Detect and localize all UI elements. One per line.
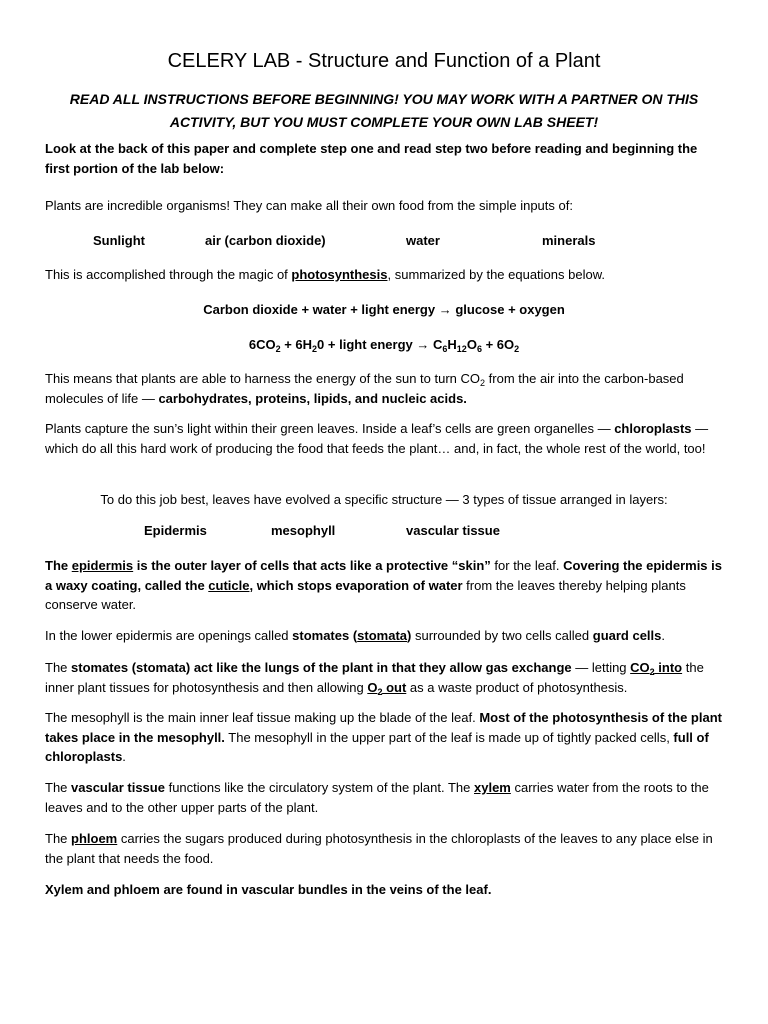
text: The <box>45 780 72 795</box>
text: from the air into the carbon-based molecules of life — <box>45 371 684 406</box>
text: into <box>654 660 683 675</box>
text: , which stops evaporation of water <box>249 577 463 593</box>
inputs-paragraph: Plants are incredible organisms! They can make all their own food from the simple inputs of: <box>45 198 573 213</box>
eq-part: O <box>466 337 477 352</box>
co2-into-term <box>630 660 682 675</box>
text: carries the sugars produced during photosynthesis in the chloroplasts of the leaves to any place else in the plant that needs the food. <box>45 831 713 866</box>
gas-exchange-paragraph <box>45 658 725 697</box>
guard-cells-term: guard cells <box>592 628 662 643</box>
text: The <box>45 831 72 846</box>
text: The mesophyll in the upper part of the leaf is made up of tightly packed cells, <box>224 729 674 745</box>
chemical-equation <box>0 335 768 355</box>
text: Most of the photosynthesis of the plant takes place in the mesophyll. <box>45 710 722 745</box>
text: The <box>45 558 72 573</box>
sub: 2 <box>377 686 383 697</box>
capture-paragraph <box>45 419 725 458</box>
eq-sub: 2 <box>312 344 318 354</box>
vascular-paragraph <box>45 778 725 817</box>
stomates-paragraph <box>45 626 725 646</box>
text: functions like the circulatory system of the plant. The <box>164 780 474 795</box>
tissue-mesophyll: mesophyll <box>271 523 336 538</box>
text: Covering the epidermis is a waxy coating, called the <box>45 558 722 593</box>
mesophyll-paragraph <box>45 708 725 767</box>
text: . <box>661 628 666 643</box>
cuticle-term: cuticle <box>208 577 250 593</box>
o2-out-term <box>367 680 406 695</box>
eq-part: + 6O <box>481 337 515 352</box>
text: In the lower epidermis are openings called <box>45 628 293 643</box>
stomata-term: stomata <box>357 628 408 643</box>
text: the inner plant tissues for photosynthesis and then allowing <box>45 660 704 695</box>
sub: 2 <box>480 378 486 388</box>
text: — letting <box>571 660 631 675</box>
photosynthesis-paragraph <box>45 265 725 285</box>
eq-sub: 2 <box>275 344 281 354</box>
eq-sub: 2 <box>514 344 520 354</box>
instructions-line-1: READ ALL INSTRUCTIONS BEFORE BEGINNING! YOU MAY WORK WITH A PARTNER ON THIS <box>69 91 699 107</box>
text: is the outer layer of cells that acts like a protective “skin” <box>133 558 491 573</box>
text: This means that plants are able to harness the energy of the sun to turn CO <box>45 371 481 386</box>
text: O <box>367 679 378 695</box>
text: . <box>122 749 126 764</box>
final-paragraph: Xylem and phloem are found in vascular bundles in the veins of the leaf. <box>45 882 492 897</box>
epidermis-paragraph <box>45 556 725 615</box>
text: out <box>382 679 407 695</box>
means-paragraph <box>45 369 725 408</box>
intro-paragraph: Look at the back of this paper and complete step one and read step two before reading and beginning the first portion of the lab below: <box>45 141 698 176</box>
text: stomates (stomata) act like the lungs of the plant in that they allow gas exchange <box>71 660 572 675</box>
eq-part: 0 + light energy → C <box>317 337 443 352</box>
xylem-term: xylem <box>474 780 511 795</box>
phloem-term: phloem <box>71 831 118 846</box>
photosynthesis-term: photosynthesis <box>291 267 388 282</box>
text: stomates ( <box>292 628 358 643</box>
eq-sub: 12 <box>456 344 467 354</box>
text: , summarized by the equations below. <box>387 267 605 282</box>
text: from the leaves thereby helping plants conserve water. <box>45 577 686 612</box>
instructions-line-2: ACTIVITY, BUT YOU MUST COMPLETE YOUR OWN LAB SHEET! <box>169 114 599 130</box>
input-minerals: minerals <box>542 233 596 248</box>
text: full of chloroplasts <box>45 729 709 764</box>
text: This is accomplished through the magic of <box>45 267 292 282</box>
word-equation: Carbon dioxide + water + light energy → glucose + oxygen <box>203 302 565 317</box>
tissue-epidermis: Epidermis <box>144 523 207 538</box>
phloem-paragraph <box>45 829 725 868</box>
tissue-paragraph: To do this job best, leaves have evolved a specific structure — 3 types of tissue arranged in layers: <box>100 492 668 507</box>
input-air: air (carbon dioxide) <box>205 233 326 248</box>
page-title: CELERY LAB - Structure and Function of a Plant <box>167 50 601 72</box>
macromolecules-term: carbohydrates, proteins, lipids, and nucleic acids. <box>158 390 467 406</box>
eq-sub: 6 <box>442 344 448 354</box>
tissue-vascular: vascular tissue <box>406 523 500 538</box>
eq-part: H <box>447 337 457 352</box>
eq-sub: 6 <box>476 344 482 354</box>
eq-part: + 6H <box>280 337 313 352</box>
input-water: water <box>406 233 440 248</box>
chloroplasts-term: chloroplasts <box>614 421 692 436</box>
text: The <box>45 660 72 675</box>
input-sunlight: Sunlight <box>93 233 145 248</box>
sub: 2 <box>649 667 655 677</box>
text: The mesophyll is the main inner leaf tissue making up the blade of the leaf. <box>45 710 480 725</box>
text: carries water from the roots to the leaves and to the other upper parts of the plant. <box>45 780 709 815</box>
text: surrounded by two cells called <box>411 628 593 643</box>
text: for the leaf. <box>490 558 564 573</box>
epidermis-term: epidermis <box>71 558 134 573</box>
text: ) <box>407 628 412 643</box>
text: CO <box>630 660 650 675</box>
eq-part: 6CO <box>248 337 276 352</box>
text: — which do all this hard work of producing the food that feeds the plant… and, in fact, the whole rest of the world, too! <box>45 421 709 456</box>
text: as a waste product of photosynthesis. <box>406 679 628 695</box>
instructions-banner <box>40 88 728 134</box>
text: Plants capture the sun’s light within their green leaves. Inside a leaf’s cells are green organelles — <box>45 421 615 436</box>
vascular-tissue-term: vascular tissue <box>71 780 165 795</box>
